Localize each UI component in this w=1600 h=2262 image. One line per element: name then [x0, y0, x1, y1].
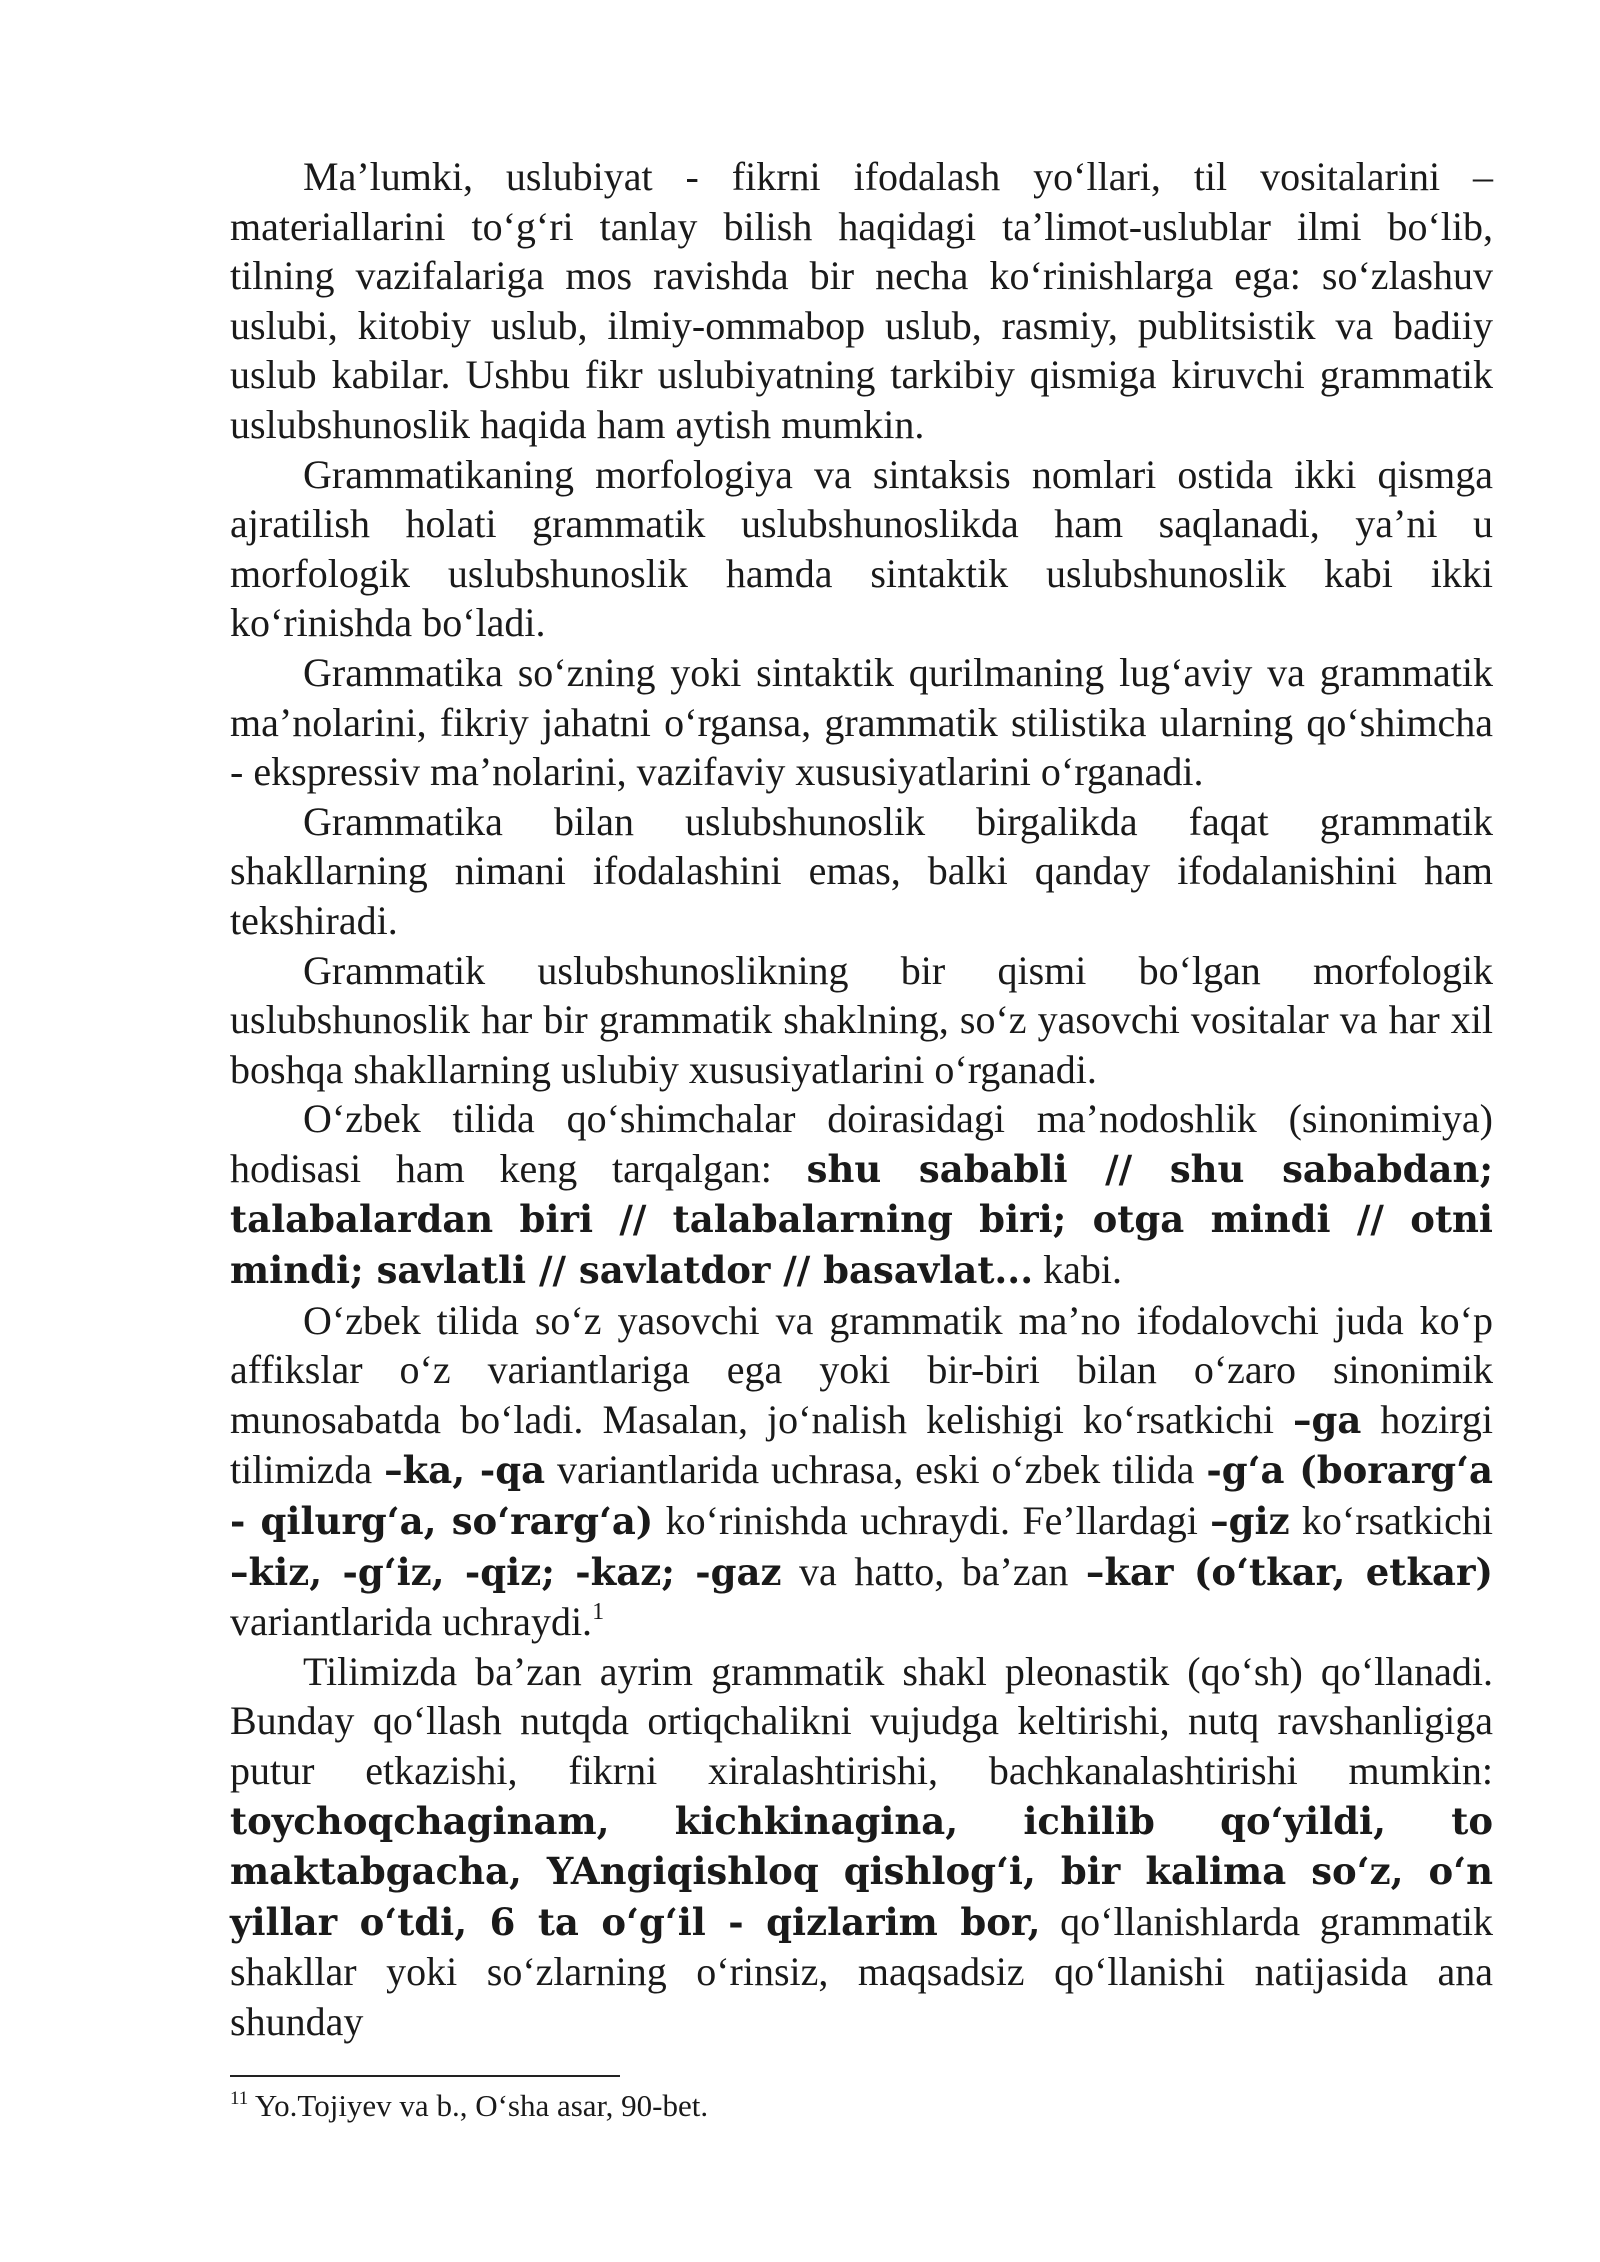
- footnote-text: Yo.Tojiyev va b., O‘sha asar, 90-bet.: [248, 2088, 709, 2123]
- bold-example-text: –ga: [1293, 1397, 1362, 1442]
- text-run: ko‘rinishda uchraydi. Fe’llardagi: [653, 1498, 1211, 1544]
- text-run: kabi.: [1033, 1247, 1122, 1293]
- footnote-separator: [230, 2075, 620, 2077]
- text-run: O‘zbek tilida so‘z yasovchi va grammatik ma’no ifodalovchi juda ko‘p affikslar o‘z variantlariga ega yoki bir-biri bilan o‘zaro sinonimik munosabatda bo‘ladi. Masalan, jo‘nalish kelishigi ko‘rsatkichi: [230, 1297, 1493, 1442]
- text-run: Tilimizda ba’zan ayrim grammatik shakl pleonastik (qo‘sh) qo‘llanadi. Bunday qo‘llash nutqda ortiqchalikni vujudga keltirishi, nutq ravshanligiga putur etkazishi, fikrni xiralashtirishi, bachkanalashtirishi mumkin:: [230, 1648, 1493, 1793]
- bold-example-text: shu sababli // shu sababdan; talabalardan biri // talabalarning biri; otga mindi // otni mindi; savlatli // savlatdor // basavlat...: [230, 1146, 1493, 1293]
- footnote-reference: 1: [592, 1599, 605, 1626]
- text-run: Grammatik uslubshunoslikning bir qismi bo‘lgan morfologik uslubshunoslik har bir grammatik shaklning, so‘z yasovchi vositalar va har xil boshqa shakllarning uslubiy xususiyatlarini o‘rganadi.: [230, 947, 1493, 1092]
- text-run: Grammatikaning morfologiya va sintaksis nomlari ostida ikki qismga ajratilish holati grammatik uslubshunoslikda ham saqlanadi, ya’ni u morfologik uslubshunoslik hamda sintaktik uslubshunoslik kabi ikki ko‘rinishda bo‘ladi.: [230, 451, 1493, 646]
- paragraph-5: [230, 946, 1493, 1095]
- text-run: O‘zbek tilida qo‘shimchalar doirasidagi ma’nodoshlik (sinonimiya) hodisasi ham keng tarqalgan:: [230, 1096, 1493, 1191]
- text-run: Ma’lumki, uslubiyat - fikrni ifodalash yo‘llari, til vositalarini – materiallarini to‘g‘ri tanlay bilish haqidagi ta’limot-uslublar ilmi bo‘lib, tilning vazifalariga mos ravishda bir necha ko‘rinishlarga ega: so‘zlashuv uslubi, kitobiy uslub, ilmiy-ommabop uslub, rasmiy, publitsistik va badiiy uslub kabilar. Ushbu fikr uslubiyatning tarkibiy qismiga kiruvchi grammatik uslubshunoslik haqida ham aytish mumkin.: [230, 154, 1493, 447]
- paragraph-1: [230, 152, 1493, 450]
- paragraph-2: [230, 450, 1493, 648]
- paragraph-3: [230, 648, 1493, 797]
- bold-example-text: –kar (o‘tkar, etkar): [1085, 1549, 1493, 1594]
- text-run: qo‘llanishlarda grammatik shakllar yoki so‘zlarning o‘rinsiz, maqsadsiz qo‘llanishi natijasida ana shunday: [230, 1898, 1493, 2044]
- bold-example-text: –giz: [1210, 1499, 1290, 1544]
- text-run: variantlarida uchraydi.: [230, 1599, 593, 1645]
- text-run: va hatto, ba’zan: [781, 1548, 1086, 1594]
- footnote: [230, 2086, 1493, 2126]
- text-run: variantlarida uchrasa, eski o‘zbek tilida: [545, 1447, 1207, 1493]
- paragraph-4: [230, 797, 1493, 946]
- paragraph-8: [230, 1647, 1493, 2047]
- paragraph-7: [230, 1296, 1493, 1647]
- text-run: Grammatika bilan uslubshunoslik birgalikda faqat grammatik shakllarning nimani ifodalashini emas, balki qanday ifodalanishini ham tekshiradi.: [230, 798, 1493, 943]
- text-run: hozirgi tilimizda: [230, 1396, 1494, 1493]
- bold-example-text: –kiz, -g‘iz, -qiz; -kaz; -gaz: [230, 1549, 782, 1594]
- text-run: ko‘rsatkichi: [1289, 1498, 1493, 1544]
- page-body: [230, 152, 1493, 2047]
- paragraph-6: [230, 1094, 1493, 1295]
- bold-example-text: -g‘a (borarg‘a - qilurg‘a, so‘rarg‘a): [230, 1448, 1493, 1544]
- bold-example-text: –ka, -qa: [384, 1448, 546, 1493]
- text-run: Grammatika so‘zning yoki sintaktik qurilmaning lug‘aviy va grammatik ma’nolarini, fikriy jahatni o‘rgansa, grammatik stilistika ularning qo‘shimcha - ekspressiv ma’nolarini, vazifaviy xususiyatlarini o‘rganadi.: [230, 649, 1493, 795]
- footnote-marker: 11: [230, 2088, 249, 2109]
- bold-example-text: toychoqchaginam, kichkinagina, ichilib qo‘yildi, to maktabgacha, YAngiqishloq qishlog‘i, bir kalima so‘z, o‘n yillar o‘tdi, 6 ta o‘g‘il - qizlarim bor,: [230, 1798, 1493, 1944]
